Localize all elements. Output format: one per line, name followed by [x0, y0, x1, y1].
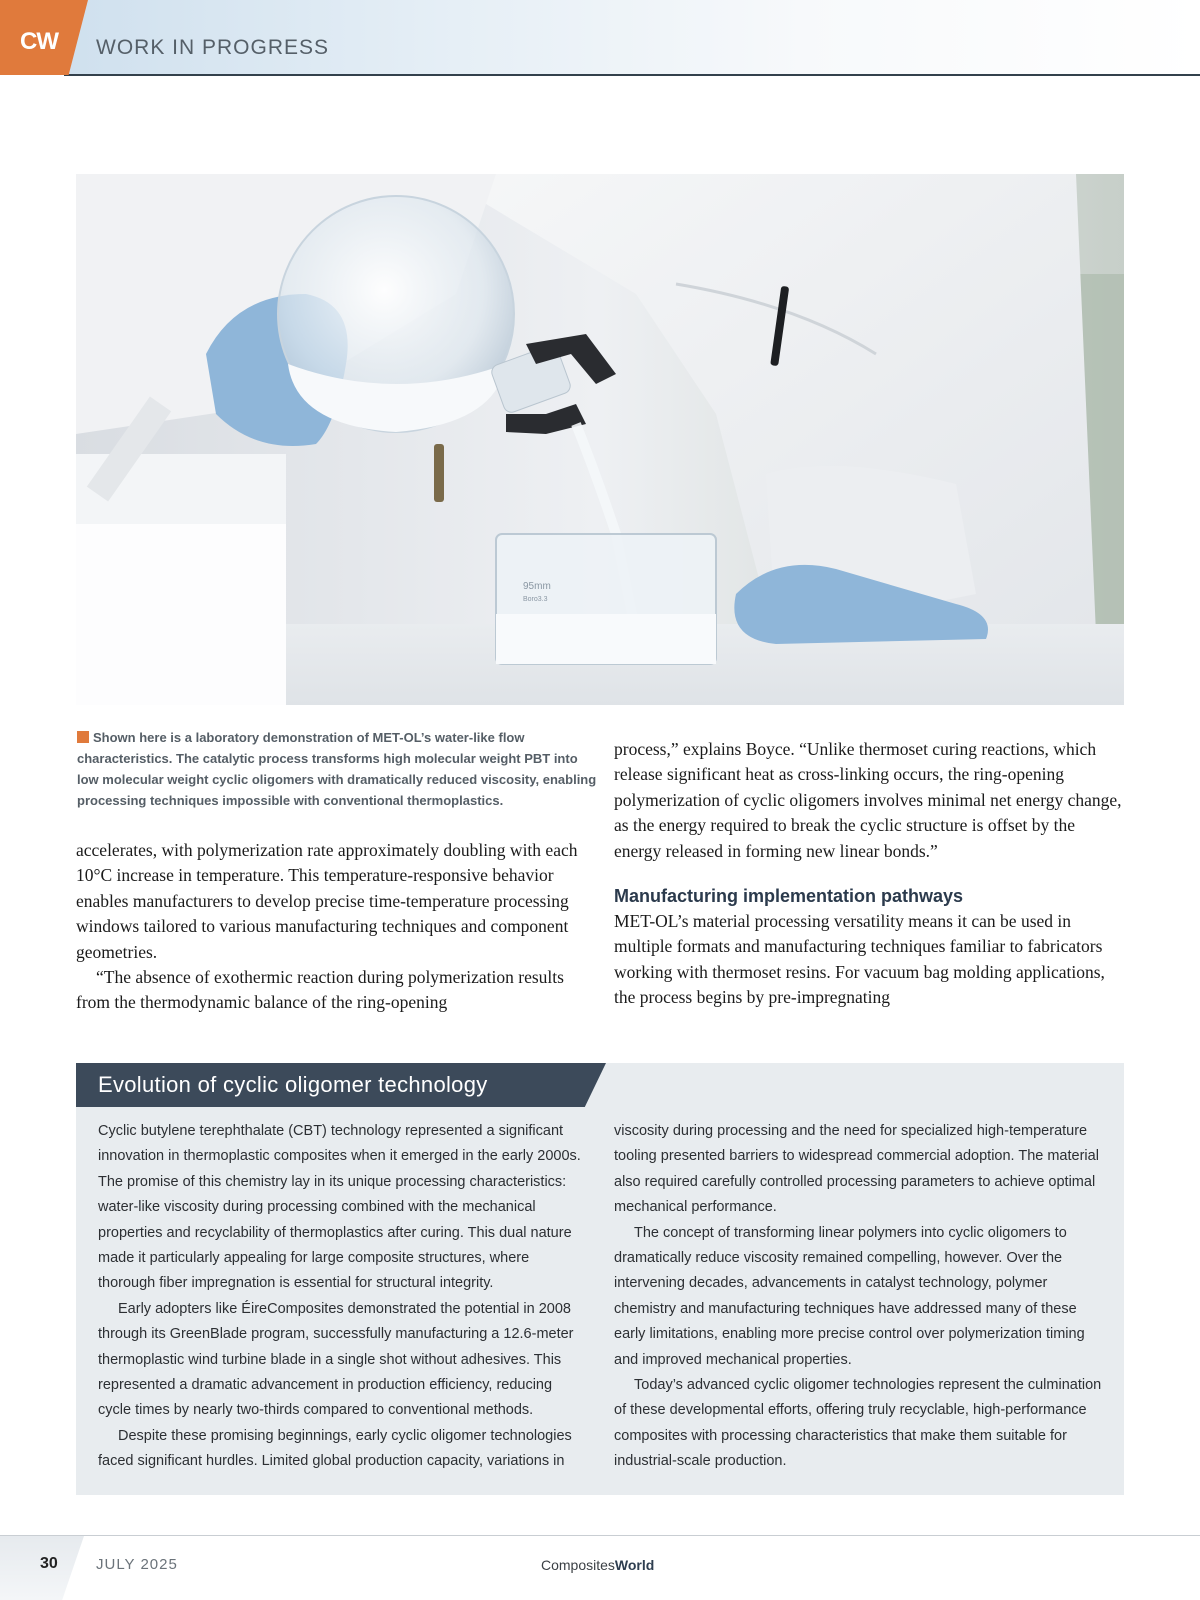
photo-caption — [77, 727, 597, 811]
brand-name-part1: Composites — [541, 1557, 615, 1573]
article-column-right — [614, 737, 1126, 1011]
sidebar-column-left — [98, 1119, 588, 1475]
article-paragraph: accelerates, with polymerization rate approximately doubling with each 10°C increase in temperature. This temperature-responsive behavior enables manufacturers to develop precise time-temperature processing windows tailored to various manufacturing techniques and component geometries. — [76, 840, 578, 962]
sidebar-paragraph: Despite these promising beginnings, early cyclic oligomer technologies faced significant hurdles. Limited global production capacity, variations in — [98, 1427, 572, 1470]
page-header — [0, 0, 1200, 75]
sidebar-paragraph: Today’s advanced cyclic oligomer technologies represent the culmination of these developmental efforts, offering truly recyclable, high-performance composites with processing characteristics that make them suitable for industrial-scale production. — [614, 1377, 1102, 1470]
beaker-marking-size: 95mm — [523, 581, 551, 592]
page-footer — [0, 1535, 1200, 1600]
brand-logo — [541, 1557, 654, 1573]
sidebar-paragraph: The concept of transforming linear polymers into cyclic oligomers to dramatically reduce viscosity remained compelling, however. Over the intervening decades, advancements in catalyst technology, polymer chemistry and manufacturing techniques have addressed many of these early limitations, enabling more precise control over polymerization timing and improved mechanical properties. — [614, 1224, 1085, 1368]
header-rule — [64, 74, 1200, 76]
brand-name-part2: World — [614, 1557, 655, 1573]
sidebar-box — [76, 1063, 1124, 1495]
issue-date: JULY 2025 — [96, 1556, 178, 1573]
caption-marker-icon — [77, 731, 89, 743]
beaker-marking-glass: Boro3.3 — [523, 596, 548, 603]
sidebar-paragraph: viscosity during processing and the need for specialized high-temperature tooling presented barriers to widespread commercial adoption. The material also required carefully controlled processing parameters to achieve optimal mechanical performance. — [614, 1123, 1099, 1216]
sidebar-paragraph: Early adopters like ÉireComposites demonstrated the potential in 2008 through its GreenBlade program, successfully manufacturing a 12.6-meter thermoplastic wind turbine blade in a single shot without adhesives. This represented a dramatic advancement in production efficiency, reducing cycle times by nearly two-thirds compared to conventional methods. — [98, 1300, 574, 1419]
article-paragraph: process,” explains Boyce. “Unlike thermoset curing reactions, which release significant heat as cross-linking occurs, the ring-opening polymerization of cyclic oligomers involves minimal net energy change, as the energy required to break the cyclic structure is offset by the energy released in forming new linear bonds.” — [614, 739, 1122, 861]
sidebar-paragraph: Cyclic butylene terephthalate (CBT) technology represented a significant innovation in thermoplastic composites when it emerged in the early 2000s. The promise of this chemistry lay in its unique processing characteristics: water-like viscosity during processing combined with the mechanical properties and recyclability of thermoplastics after curing. This dual nature made it particularly appealing for large composite structures, where thorough fiber impregnation is essential for structural integrity. — [98, 1123, 581, 1292]
article-paragraph: “The absence of exothermic reaction during polymerization results from the thermodynamic balance of the ring-opening — [76, 967, 564, 1013]
article-paragraph: MET-OL’s material processing versatility means it can be used in multiple formats and manufacturing techniques familiar to fabricators working with thermoset resins. For vacuum bag molding applications, the process begins by pre-impregnating — [614, 911, 1105, 1008]
cw-logo-text: CW — [20, 28, 58, 55]
sidebar-column-right — [614, 1119, 1104, 1475]
page-number: 30 — [40, 1555, 58, 1572]
sidebar-title: Evolution of cyclic oligomer technology — [98, 1072, 488, 1097]
lab-photo — [76, 174, 1124, 705]
section-title: WORK IN PROGRESS — [96, 36, 330, 59]
caption-text: Shown here is a laboratory demonstration of MET-OL’s water-like flow characteristics. The catalytic process transforms high molecular weight PBT into low molecular weight cyclic oligomers with dramatically reduced viscosity, enabling processing techniques impossible with conventional thermoplastics. — [77, 730, 597, 808]
article-column-left — [76, 838, 588, 1016]
article-subhead: Manufacturing implementation pathways — [614, 886, 964, 907]
footer-rule — [0, 1535, 1200, 1536]
